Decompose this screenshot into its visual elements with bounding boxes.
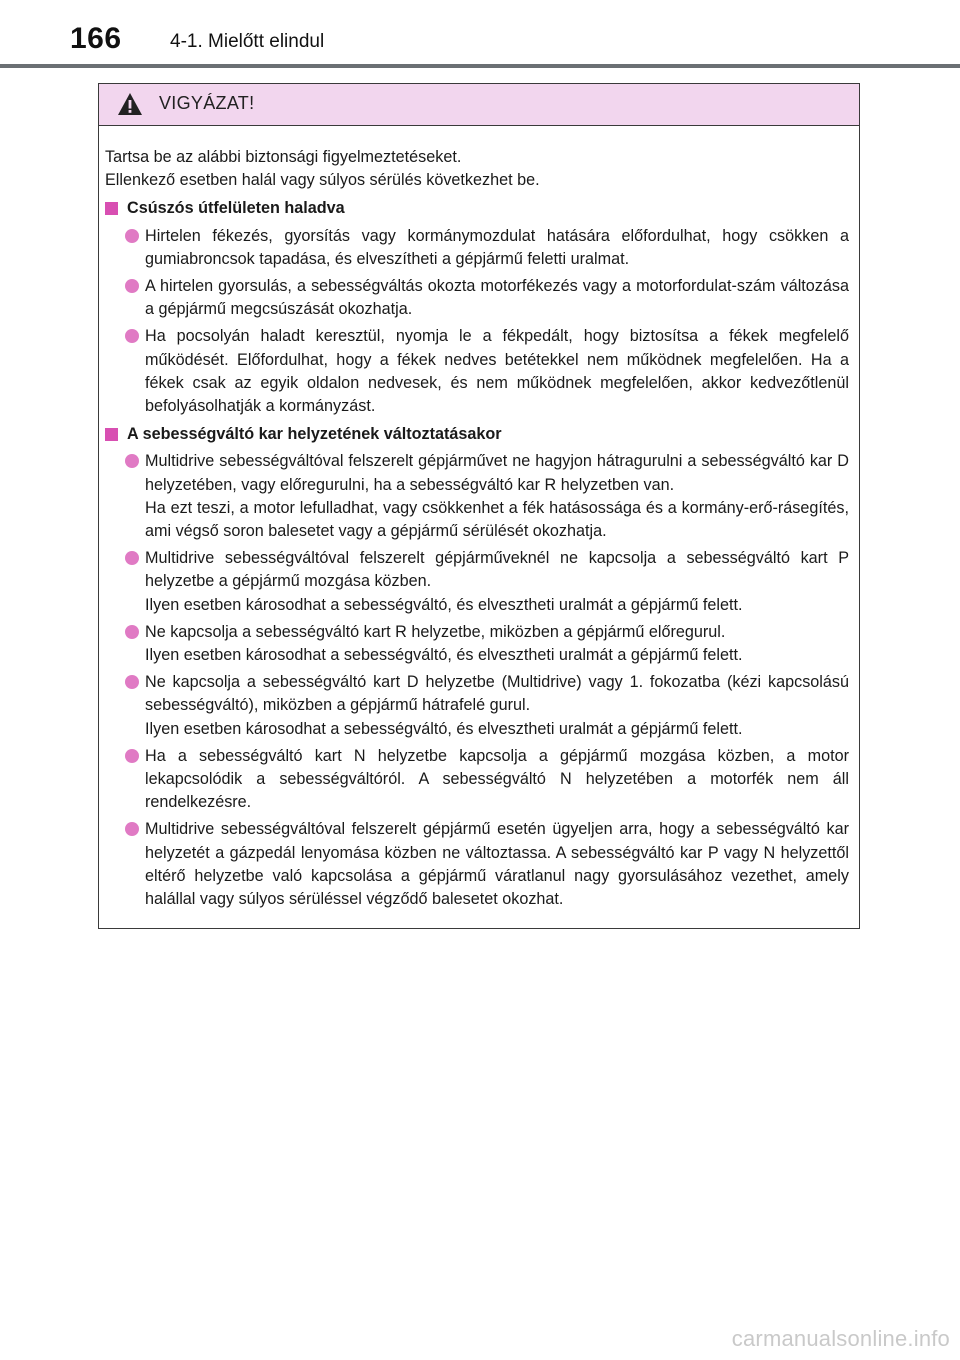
item-text: Ilyen esetben károsodhat a sebességváltó, és elvesztheti uralmát a gépjármű felett. <box>145 595 743 614</box>
circle-bullet-icon <box>125 675 139 689</box>
warning-title: VIGYÁZAT! <box>159 93 255 113</box>
warning-box <box>98 83 860 929</box>
list-item <box>105 818 849 911</box>
circle-bullet-icon <box>125 749 139 763</box>
list-item <box>105 275 849 321</box>
section-heading <box>105 423 849 446</box>
list-item <box>105 745 849 815</box>
list-item <box>105 621 849 667</box>
circle-bullet-icon <box>125 279 139 293</box>
section-title: 4-1. Mielőtt elindul <box>170 31 325 52</box>
section-heading-text: A sebességváltó kar helyzetének változtatásakor <box>127 425 502 444</box>
item-text: A hirtelen gyorsulás, a sebességváltás okozta motorfékezés vagy a motorfordulat-szám változása a gépjármű megcsúszását okozhatja. <box>145 277 849 319</box>
circle-bullet-icon <box>125 625 139 639</box>
circle-bullet-icon <box>125 329 139 343</box>
circle-bullet-icon <box>125 822 139 836</box>
section-slippery-road <box>105 197 849 418</box>
list-item <box>105 225 849 271</box>
warning-triangle-icon <box>117 92 143 116</box>
section-heading-text: Csúszós útfelületen haladva <box>127 199 345 218</box>
item-text: Ne kapcsolja a sebességváltó kart R helyzetbe, miközben a gépjármű előregurul. <box>145 622 726 641</box>
intro-line: Ellenkező esetben halál vagy súlyos sérülés következhet be. <box>105 171 540 190</box>
circle-bullet-icon <box>125 454 139 468</box>
section-shift-lever <box>105 423 849 911</box>
section-heading <box>105 197 849 220</box>
circle-bullet-icon <box>125 229 139 243</box>
header-rule <box>0 64 960 68</box>
item-text: Ne kapcsolja a sebességváltó kart D helyzetbe (Multidrive) vagy 1. fokozatba (kézi kapcsolású sebességváltó), miközben a gépjármű hátrafelé gurul. <box>145 673 849 715</box>
list-item <box>105 450 849 543</box>
warning-body <box>99 126 859 911</box>
item-text: Multidrive sebességváltóval felszerelt gépjármű esetén ügyeljen arra, hogy a sebességváltó kar helyzetét a gázpedál lenyomása közben ne változtassa. A sebességváltó kar P vagy N helyzettől eltérő helyzetbe való kapcsolása a gépjármű váratlanul nagy gyorsulásához vezethet, amely halállal vagy súlyos sérüléssel végződő balesetet okozhat. <box>145 820 849 909</box>
circle-bullet-icon <box>125 551 139 565</box>
page-header <box>0 0 960 70</box>
intro-line: Tartsa be az alábbi biztonsági figyelmeztetéseket. <box>105 148 462 166</box>
item-text: Multidrive sebességváltóval felszerelt gépjárműveknél ne kapcsolja a sebességváltó kart P helyzetbe a gépjármű mozgása közben. <box>145 549 849 591</box>
page-number: 166 <box>70 22 122 55</box>
item-text: Ha a sebességváltó kart N helyzetbe kapcsolja a gépjármű mozgása közben, a motor lekapcsolódik a sebességváltóról. A sebességváltó N helyzetében a motorfék nem áll rendelkezésre. <box>145 746 849 812</box>
list-item <box>105 547 849 617</box>
list-item <box>105 325 849 418</box>
item-text: Multidrive sebességváltóval felszerelt gépjárművet ne hagyjon hátragurulni a sebességváltó kar D helyzetében, vagy előregurulni, ha a sebességváltó kar R helyzetben van. <box>145 452 849 494</box>
square-bullet-icon <box>105 428 118 441</box>
item-text: Ilyen esetben károsodhat a sebességváltó, és elvesztheti uralmát a gépjármű felett. <box>145 719 743 738</box>
watermark: carmanualsonline.info <box>731 1326 950 1351</box>
item-text: Ilyen esetben károsodhat a sebességváltó, és elvesztheti uralmát a gépjármű felett. <box>145 646 743 665</box>
list-item <box>105 671 849 741</box>
warning-header <box>99 84 859 126</box>
item-text: Ha pocsolyán haladt keresztül, nyomja le a fékpedált, hogy biztosítsa a fékek megfelelő működését. Előfordulhat, hogy a fékek nedves betétekkel nem működnek megfelelően. Ha a fékek csak az egyik oldalon nedvesek, és nem működnek megfelelően, akkor kedvezőtlenül befolyásolhatják a kormányzást. <box>145 327 849 416</box>
item-text: Hirtelen fékezés, gyorsítás vagy kormánymozdulat hatására előfordulhat, hogy csökken a gumiabroncsok tapadása, és elveszítheti a gépjármű feletti uralmat. <box>145 226 849 268</box>
square-bullet-icon <box>105 202 118 215</box>
item-text: Ha ezt teszi, a motor lefulladhat, vagy csökkenhet a fék hatásossága és a kormány-erő-rásegítés, ami végső soron balesetet vagy a gépjármű sérülését okozhatja. <box>145 498 849 541</box>
